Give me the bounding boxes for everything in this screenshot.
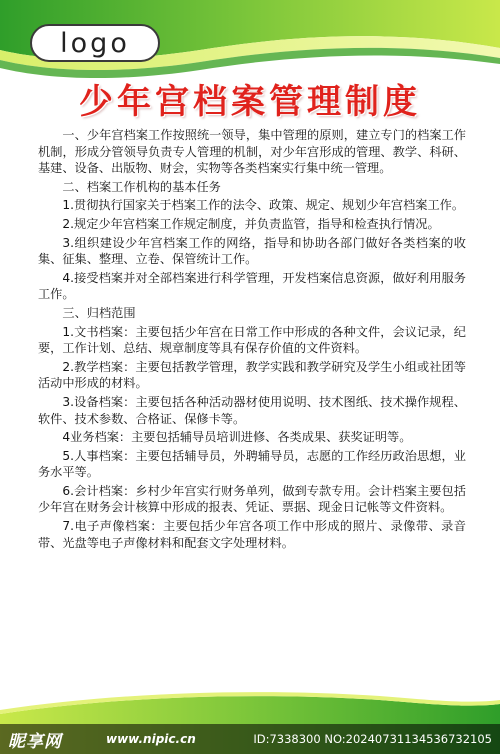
paragraph: 3.组织建设少年宫档案工作的网络，指导和协助各部门做好各类档案的收集、征集、整理、立卷、保管统计工作。 xyxy=(38,235,466,267)
section-heading: 二、档案工作机构的基本任务 xyxy=(62,179,221,194)
paragraph: 7.电子声像档案：主要包括少年宫各项工作中形成的照片、录像带、录音带、光盘等电子声像材料和配套文字处理材料。 xyxy=(38,519,466,550)
paragraph: 5.人事档案：主要包括辅导员，外聘辅导员，志愿的工作经历政治思想，业务水平等。 xyxy=(38,448,466,480)
paragraph: 2.教学档案：主要包括教学管理，教学实践和教学研究及学生小组或社团等活动中形成的材料。 xyxy=(38,359,466,391)
section-heading: 三、归档范围 xyxy=(62,305,136,320)
paragraph: 2.规定少年宫档案工作规定制度，并负责监管，指导和检查执行情况。 xyxy=(62,216,440,231)
document-body xyxy=(38,127,466,553)
watermark-id: ID:7338300 NO:20240731134536732105 xyxy=(253,732,492,746)
paragraph: 1.文书档案：主要包括少年宫在日常工作中形成的各种文件，会议记录，纪要，工作计划、总结、规章制度等具有保存价值的文件资料。 xyxy=(38,324,466,356)
paragraph: 一、少年宫档案工作按照统一领导，集中管理的原则，建立专门的档案工作机制，形成分管领导负责专人管理的机制，对少年宫形成的管理、教学、科研、基建、设备、出版物、财会，实物等各类档案实行集中统一管理。 xyxy=(38,128,466,176)
page-title: 少年宫档案管理制度 xyxy=(79,82,421,122)
watermark-url: www.nipic.cn xyxy=(106,732,196,746)
paragraph: 4.接受档案并对全部档案进行科学管理，开发档案信息资源，做好利用服务工作。 xyxy=(38,270,466,302)
paragraph: 6.会计档案：乡村少年宫实行财务单列，做到专款专用。会计档案主要包括少年宫在财务会计核算中形成的报表、凭证、票据、现金日记帐等文件资料。 xyxy=(38,483,466,515)
watermark-bar xyxy=(0,724,500,754)
logo-placeholder: logo xyxy=(30,24,160,62)
watermark-site-name: 昵享网 xyxy=(8,732,62,752)
paragraph: 4业务档案：主要包括辅导员培训进修、各类成果、获奖证明等。 xyxy=(62,430,412,445)
paragraph: 1.贯彻执行国家关于档案工作的法令、政策、规定、规划少年宫档案工作。 xyxy=(62,198,465,213)
paragraph: 3.设备档案：主要包括各种活动器材使用说明、技术图纸、技术操作规程、软件、技术参数、合格证、保修卡等。 xyxy=(38,394,466,426)
